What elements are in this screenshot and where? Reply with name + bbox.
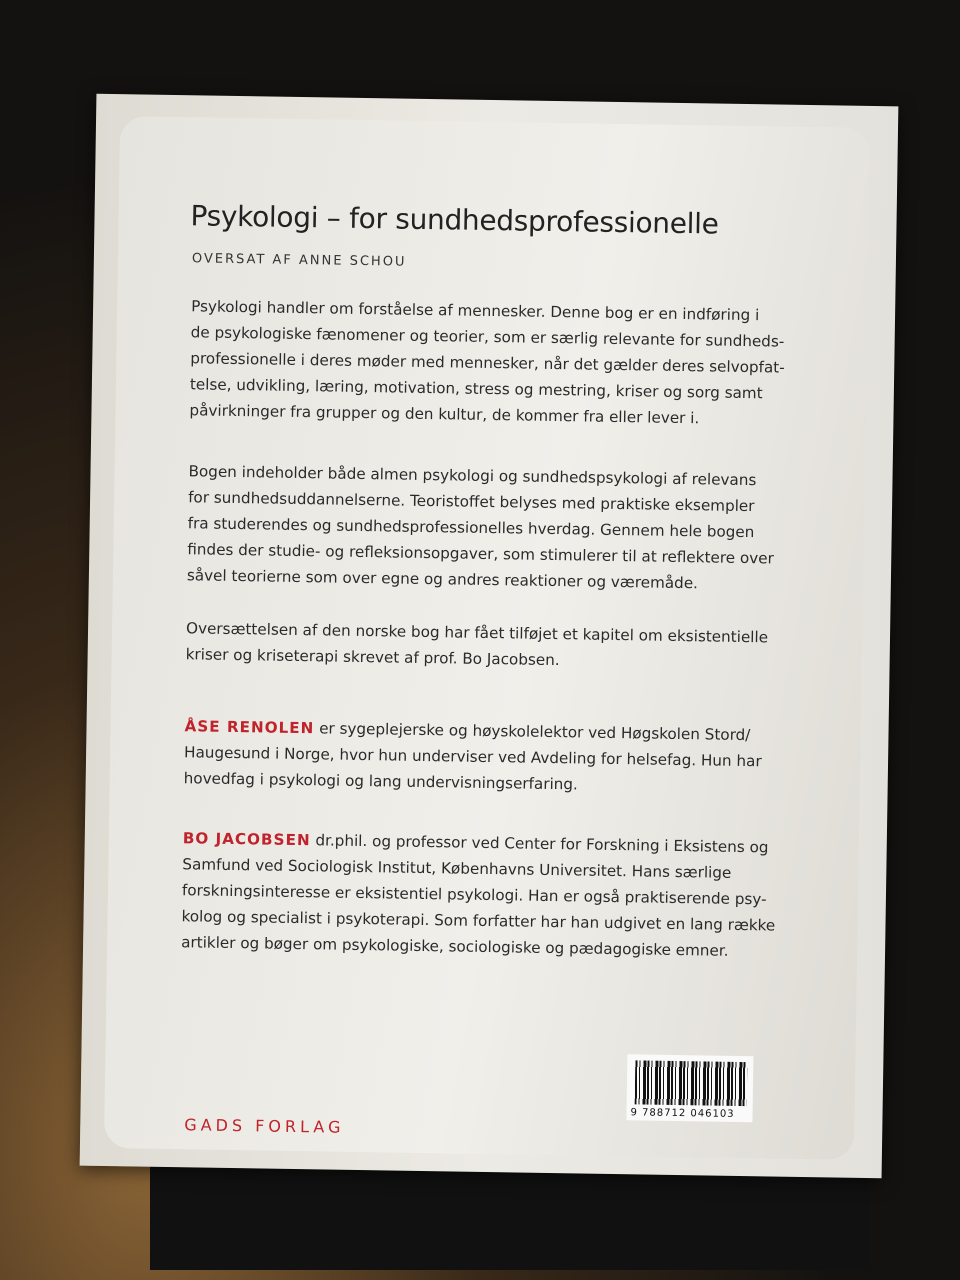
description-paragraph-2 <box>187 458 775 597</box>
author-name: ÅSE RENOLEN <box>184 717 315 738</box>
author-bio-renolen <box>184 713 763 800</box>
text-line: dr.phil. og professor ved Center for Forskning i Eksistens og <box>310 831 769 857</box>
text-line: påvirkninger fra grupper og den kultur, de kommer fra eller lever i. <box>189 401 700 428</box>
publisher-logo: GADS FORLAG <box>184 1115 345 1137</box>
text-line: telse, udvikling, læring, motivation, stress og mestring, kriser og sorg samt <box>189 375 763 403</box>
book-back-cover <box>80 94 899 1178</box>
barcode-bars <box>635 1060 748 1106</box>
text-line: kriser og kriseterapi skrevet af prof. Bo Jacobsen. <box>185 645 560 670</box>
text-line: artikler og bøger om psykologiske, sociologiske og pædagogiske emner. <box>181 933 729 960</box>
book-title: Psykologi – for sundhedsprofessionelle <box>190 199 719 241</box>
text-line: findes der studie- og refleksionsopgaver, som stimulerer til at reflektere over <box>187 540 774 568</box>
text-line: forskningsinteresse er eksistentiel psykologi. Han er også praktiserende psy- <box>181 881 767 909</box>
text-line: Samfund ved Sociologisk Institut, Københavns Universitet. Hans særlige <box>182 855 732 882</box>
description-paragraph-1 <box>189 293 785 432</box>
barcode-number: 9 788712 046103 <box>630 1107 735 1120</box>
text-line: hovedfag i psykologi og lang undervisningserfaring. <box>183 769 578 794</box>
text-line: er sygeplejerske og høyskolelektor ved Høgskolen Stord/ <box>314 719 751 745</box>
text-line: Psykologi handler om forståelse af mennesker. Denne bog er en indføring i <box>191 297 760 325</box>
book-underneath <box>150 1160 870 1270</box>
text-line: Haugesund i Norge, hvor hun underviser ved Avdeling for helsefag. Hun har <box>183 743 762 771</box>
text-line: for sundhedsuddannelserne. Teoristoffet belyses med praktiske eksempler <box>188 488 755 516</box>
text-line: de psykologiske fænomener og teorier, som er særlig relevante for sundheds- <box>190 323 785 351</box>
author-bio-jacobsen <box>181 825 777 964</box>
text-line: Oversættelsen af den norske bog har fået tilføjet et kapitel om eksistentielle <box>185 619 769 647</box>
author-name: BO JACOBSEN <box>182 829 311 850</box>
text-line: såvel teorierne som over egne og andres reaktioner og væremåde. <box>186 566 699 593</box>
description-paragraph-3 <box>185 615 768 676</box>
translator-credit: OVERSAT AF ANNE SCHOU <box>191 251 407 270</box>
text-line: fra studerendes og sundhedsprofessionelles hverdag. Gennem hele bogen <box>187 514 755 542</box>
isbn-barcode <box>626 1054 753 1122</box>
text-line: professionelle i deres møder med mennesker, når det gælder deres selvopfat- <box>190 349 785 377</box>
text-line: kolog og specialist i psykoterapi. Som forfatter har han udgivet en lang række <box>181 907 776 935</box>
text-line: Bogen indeholder både almen psykologi og sundhedspsykologi af relevans <box>188 462 757 490</box>
